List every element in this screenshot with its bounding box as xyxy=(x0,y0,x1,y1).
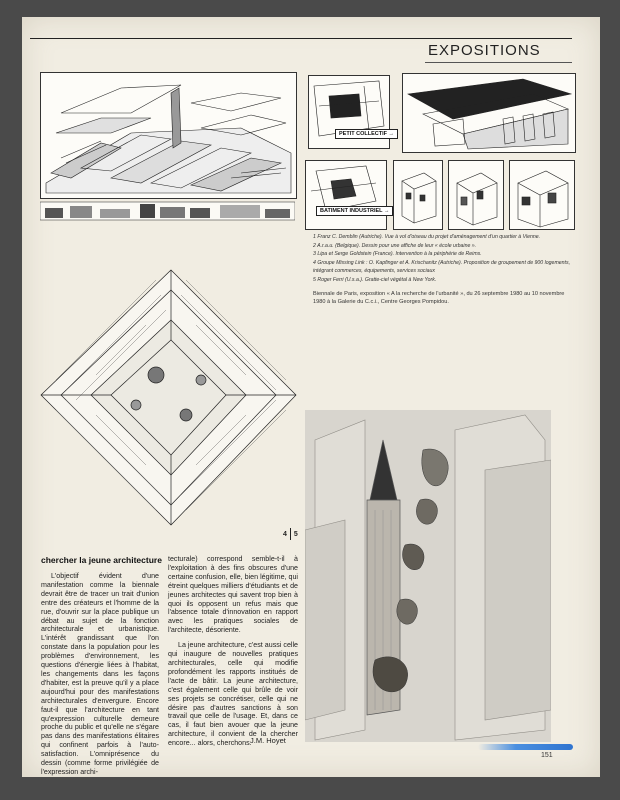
article-paragraph-1: L'objectif évident d'une manifestation comme la biennale devrait être de tracer un trait d'union entre des créateurs et l'homme de la rue, d'ouvrir sur la place publique un débat au sujet de la fonction architecturale et urbanistique. L'intérêt grandissant que l'on constate dans la population pour les problèmes d'environnement, les questions d'énergie liées à l'habitat, les changements dans les façons d'habiter, est la preuve qu'il y a place aujourd'hui pour des manifestations architecturales d'envergure. Encore faut-il que l'architecture en tant qu'expression culturelle demeure proche du public et qu'elle ne s'égare pas dans des manifestations élitaires qui confinent parfois à l'auto-satisfaction. L'omniprésence du dessin (comme forme privilégiée de l'expression archi- xyxy=(41,572,159,776)
header-rule xyxy=(30,38,572,39)
caption-2: 2 A.r.a.u. (Belgique). Dessin pour une affiche de leur « école urbaine ». xyxy=(313,242,477,249)
article-paragraph-2: tecturale) correspond semble-t-il à l'exploitation à des fins obscures d'une certaine confusion, elle, bien légitime, qui étreint quelques milliers d'étudiants et de jeunes architectes qui savent trop bien à quoi ils opposent un refus mais que l'absence totale d'innovation en rapport avec les pratiques sociales de l'architecte, désoriente. xyxy=(168,555,298,635)
caption-4: 4 Groupe Missing Link : O. Kapfinger et A. Krischanitz (Autriche). Proposition de groupement de 900 logements, intégrant commerces, équipements, services sociaux xyxy=(313,259,571,275)
caption-3: 3 Lipa et Serge Goldstein (France). Intervention à la périphérie de Reims. xyxy=(313,251,482,258)
blue-marker-stroke xyxy=(478,744,573,750)
article-title: chercher la jeune architecture xyxy=(41,555,162,565)
figure-batiment-industriel-plan xyxy=(305,160,387,230)
figure-number-5: 5 xyxy=(293,530,298,538)
figure-number-tag xyxy=(283,528,298,540)
figure-elevation-strip xyxy=(40,200,295,222)
caption-1: 1 Franz C. Demblin (Autriche). Vue à vol d'oiseau du projet d'aménagement d'un quartier à Vienne. xyxy=(313,234,541,240)
biennale-note: Biennale de Paris, exposition « A la recherche de l'urbanité », du 26 septembre 1980 au 10 novembre 1980 à la Galerie du C.c.i., Centre Georges Pompidou. xyxy=(313,290,565,305)
label-batiment-industriel: BATIMENT INDUSTRIEL → xyxy=(316,206,393,216)
article-author: J.M. Hoyet xyxy=(250,736,286,745)
figure-block-axonometric-1 xyxy=(393,160,443,230)
figure-block-axonometric-3 xyxy=(509,160,575,230)
article-column-1 xyxy=(41,572,159,783)
tag-separator xyxy=(290,528,291,540)
article-column-2 xyxy=(168,555,298,754)
caption-5: 5 Roger Ferri (U.s.a.). Gratte-ciel végétal à New York. xyxy=(313,276,437,283)
page-number: 151 xyxy=(541,752,553,759)
article-paragraph-3: La jeune architecture, c'est aussi celle qui inaugure de nouvelles pratiques architecturales, celle qui modifie profondément les rapports institués de l'acte de bâtir. La jeune architecture, c'est également celle qui brûle de voir ses projets se concrétiser, celle qui ne désire pas d'autres sanctions à son travail que celle de l'usage. Et, dans ce cas, il faut bien avouer que la jeune architecture, il convient de la chercher encore... alors, cherchons. xyxy=(168,641,298,748)
section-title: EXPOSITIONS xyxy=(428,42,541,59)
figure-aerial-view xyxy=(40,72,297,199)
figure-captions xyxy=(313,233,573,306)
label-petit-collectif: PETIT COLLECTIF → xyxy=(335,129,398,139)
figure-housing-diamond xyxy=(36,265,301,535)
figure-urban-block-sketch xyxy=(402,73,576,153)
figure-number-4: 4 xyxy=(283,530,287,538)
figure-vegetal-skyscraper xyxy=(305,410,551,742)
figure-block-axonometric-2 xyxy=(448,160,504,230)
section-underline xyxy=(425,62,572,63)
